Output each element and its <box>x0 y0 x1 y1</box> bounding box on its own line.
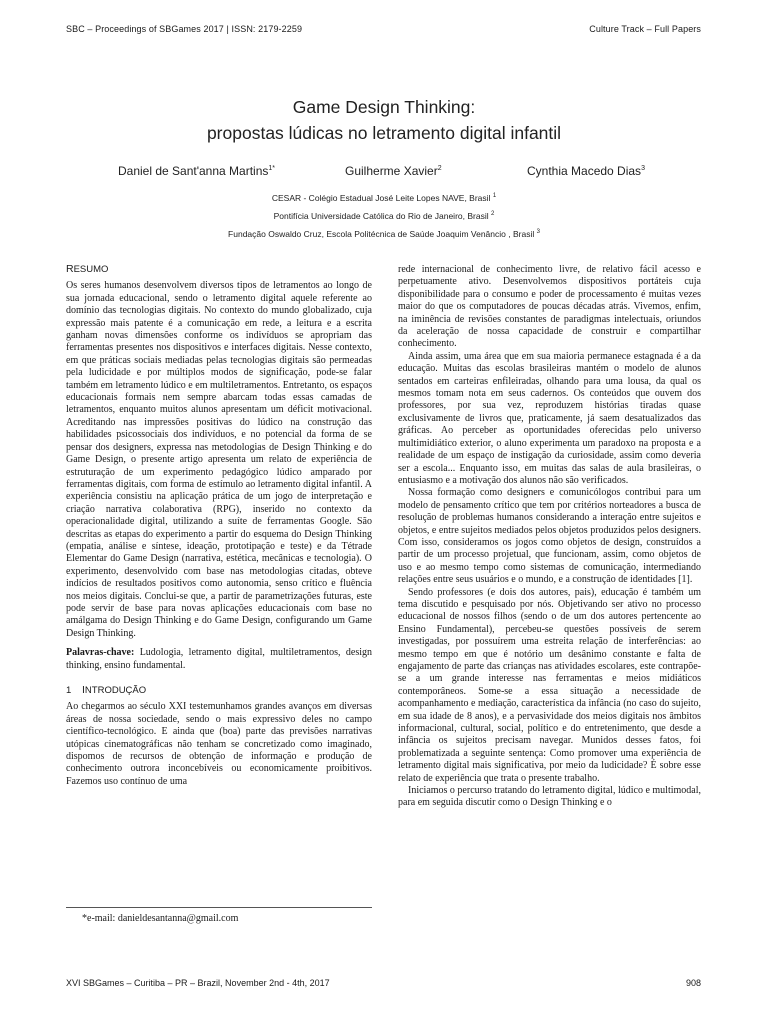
affiliation-mark: 1 <box>492 193 497 200</box>
paragraph: Sendo professores (e dois dos autores, pais), educação é também um tema discutido e pesquisado por nós. Objetivando ser ativo no processo educacional de nossos filhos (sendo o de um dos autores pertencente ao Ensino Fundamental), percebeu-se questões possíveis de serem investigadas, por possuírem uma estreita relação de interferências: ao mesmo tempo em que é notório um desânimo constante e falta de engajamento de parte das crianças nas atividades escolares, este contrapõe-se a um grande interesse nas ferramentas e meios midiáticos contemporâneos. Some-se a essa situação a necessidade de acompanhamento e mediação, característica da infância (no caso do sujeito, em sua idade de 8 anos), e a pervasividade dos meios digitais nos âmbitos informacional, cultural, social, político e do entretenimento, que desde a infância os sujeitos precisam navegar. Munidos desses fatos, foi problematizada a seguinte sentença: Como promover uma experiência de letramento digital mais significativa, por meio da ludicidade? É sobre esse relato de experiência que trata o presente trabalho. <box>398 586 701 784</box>
abstract-text: Os seres humanos desenvolvem diversos tipos de letramentos ao longo de sua jornada educacional, sendo o letramento digital aquele referente ao domínio das tecnologias digitais. No contexto do mundo globalizado, cuja expressão mais patente é a comunicação em rede, a leitura e a escrita ganham novas dimensões conforme os indivíduos se apropriam das ferramentas presentes nos dispositivos e interfaces digitais. Nesse contexto, em que práticas sociais mediadas pelas tecnologias digitais são permeadas pela ludicidade e por múltiplos modos de significação, pode-se falar também em letramento lúdico e em multiletramentos. Entretanto, os espaços educacionais formais nem sempre abarcam todas essas camadas de letramentos, enquanto muitos alunos apresentam um déficit motivacional. Acreditando nas impressões positivas do lúdico na construção das habilidades psicossociais dos indivíduos, e no potencial da forma de se pensar dos designers, expressa nas metodologias de Design Thinking e do Game Design, o presente artigo apresenta um relato de experiência de estruturação de um experimento pedagógico lúdico amparado por ferramentas digitais, com forma de estímulo ao letramento digital infantil. A experiência consistiu na aplicação prática de um jogo de interpretação e criação narrativa colaborativa (RPG), inserido no contexto da operacionalidade digital, utilizando a suíte de ferramentas Google. São descritas as etapas do experimento a partir do esquema do Design Thinking (empatia, análise e síntese, ideação, prototipação e teste) e da Tétrade Elementar do Game Design (narrativa, estética, mecânicas e tecnologia). O experimento, desenvolvido com base nas metodologias citadas, obteve indícios de resultados positivos como autonomia, senso crítico e fluência nos meios digitais. Conclui-se que, a partir de parametrizações futuras, este pode servir de base para novas aplicações educacionais com base no amálgama do Design Thinking e do Game Design, configurando um Game Design Thinking. <box>66 280 372 639</box>
footnote-divider <box>66 907 372 908</box>
running-header-right: Culture Track – Full Papers <box>589 24 701 34</box>
author-name: Daniel de Sant'anna Martins <box>118 164 269 178</box>
page-number: 908 <box>685 978 701 988</box>
heading-initial: I <box>82 684 85 696</box>
right-column <box>398 264 701 810</box>
author-name: Guilherme Xavier <box>345 164 438 178</box>
keywords-label: Palavras-chave: <box>66 647 135 659</box>
affiliation-2 <box>0 211 768 221</box>
affiliation-3 <box>0 229 768 239</box>
author-1 <box>118 164 275 178</box>
affiliation-mark: 2 <box>491 211 495 218</box>
affiliation-1 <box>0 193 768 203</box>
heading-rest: NTRODUÇÃO <box>84 685 147 696</box>
footnote-email: *e-mail: danieldesantanna@gmail.com <box>82 913 239 924</box>
footer-conference: XVI SBGames – Curitiba – PR – Brazil, November 2nd - 4th, 2017 <box>66 978 330 988</box>
author-3 <box>527 164 645 178</box>
author-affil-mark: 2 <box>437 165 442 172</box>
title-line-1: Game Design Thinking: <box>292 97 476 117</box>
affiliation-mark: 3 <box>536 229 540 236</box>
section-number: 1 <box>66 685 72 696</box>
abstract-heading <box>66 263 372 276</box>
intro-paragraph: Ao chegarmos ao século XXI testemunhamos grandes avanços em diversas áreas de nossa sociedade, sendo o mais expressivo deles no campo científico-tecnológico. E ainda que (boa) parte das previsões narrativas utópicas cinematográficas não tenham se concretizado como imaginado, dispomos de recursos de obtenção de informação e produção de conhecimento outrora inconcebíveis ou economicamente proibitivos. Fazemos uso contínuo de uma <box>66 701 372 787</box>
paragraph: Iniciamos o percurso tratando do letramento digital, lúdico e multimodal, para em seguida discutir como o Design Thinking e o <box>398 785 701 809</box>
paper-title <box>0 94 768 146</box>
running-header-left: SBC – Proceedings of SBGames 2017 | ISSN: 2179-2259 <box>66 24 303 34</box>
affiliation-text: CESAR - Colégio Estadual José Leite Lopes NAVE, Brasil <box>271 193 491 203</box>
paragraph: Nossa formação como designers e comunicólogos contribui para um modelo de pensamento crítico que tem por critérios norteadores a busca de resolução de problemas humanos considerando a interação entre sujeitos e objetos, e entre sujeitos mediados pelos objetos produzidos pelos designers. Com isso, consideramos os jogos como objetos de design, construídos a partir de um processo projetual, que funcionam, assim, como objetos de uso e ao mesmo tempo como sistemas de comunicação, intermediando relações entre seus usuários e o mundo, e a construção de identidades [1]. <box>398 487 702 586</box>
heading-initial: R <box>66 263 74 275</box>
author-affil-mark: 3 <box>641 165 645 172</box>
keywords <box>66 647 372 672</box>
affiliation-text: Fundação Oswaldo Cruz, Escola Politécnica de Saúde Joaquim Venâncio , Brasil <box>228 229 535 239</box>
left-column <box>66 263 372 788</box>
paragraph: Ainda assim, uma área que em sua maioria permanece estagnada é a da educação. Muitas das escolas brasileiras mantém o modelo de alunos sentados em carteiras enfileiradas, olhando para uma lousa, da qual os mesmos tomam nota em seus cadernos. Os conteúdos que ouvem dos professores, por sua vez, reproduzem histórias tiradas quase exclusivamente de livros que, praticamente, já saem desatualizados das gráficas. Ao perceber as oportunidades oferecidas pelo universo multimidiático exterior, o aluno experimenta um paradoxo na proposta e a realidade de um espaço de instigação da curiosidade, assim como deveria ser a escola... Enquanto isso, em muitas das salas de aula brasileiras, o entusiasmo e a motivação dos alunos não são verificados. <box>398 350 701 486</box>
author-affil-mark: 1* <box>268 165 276 172</box>
paragraph: rede internacional de conhecimento livre, de relativo fácil acesso e perpetuamente ativo. Desenvolvemos dispositivos portáteis cuja disponibilidade para o consumo e poder de processamento é muitas vezes maior do que os computadores de poucas décadas atrás. Vivemos, enfim, na iminência de revisões constantes de paradigmas intelectuais, oriundos da aceleração de nossa capacidade de construir e compartilhar conhecimento. <box>398 264 701 350</box>
author-name: Cynthia Macedo Dias <box>527 164 642 178</box>
heading-rest: ESUMO <box>73 264 109 275</box>
affiliation-text: Pontifícia Universidade Católica do Rio de Janeiro, Brasil <box>273 211 489 221</box>
title-line-2: propostas lúdicas no letramento digital infantil <box>206 123 562 143</box>
author-2 <box>345 164 442 178</box>
intro-heading <box>66 684 372 697</box>
keywords-text: Ludologia, letramento digital, multiletramentos, design thinking, ensino fundamental. <box>66 647 372 671</box>
